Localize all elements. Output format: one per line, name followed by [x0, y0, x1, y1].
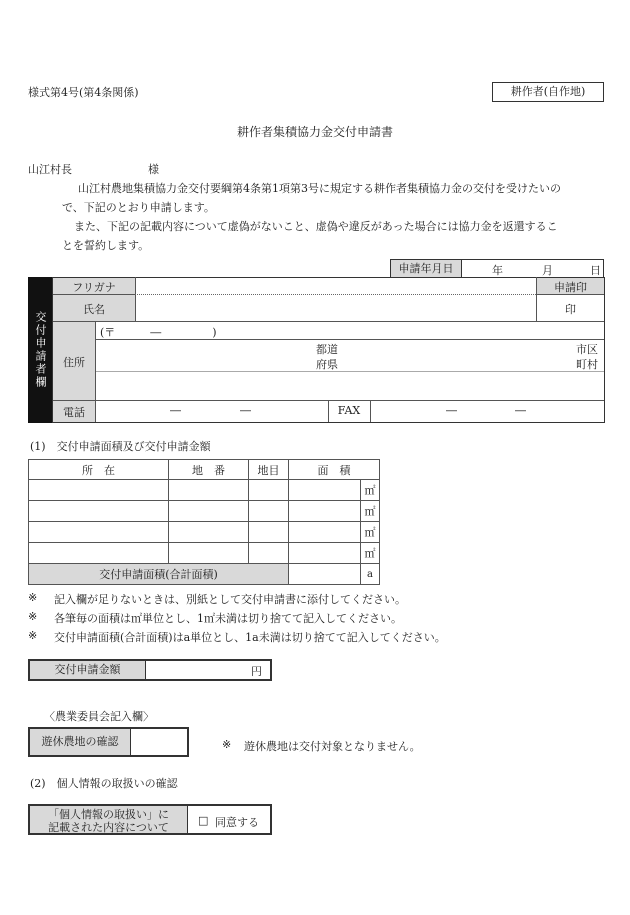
note-1-mark: ※ [28, 591, 38, 604]
note-3-mark: ※ [28, 629, 38, 642]
table-row [29, 522, 380, 543]
area-cell[interactable] [289, 522, 361, 543]
area-cell[interactable] [289, 543, 361, 564]
phone-label: 電話 [63, 406, 85, 419]
paragraph-2-line-1: また、下記の記載内容について虚偽がないこと、虚偽や違反があった場合には協力金を返還するこ [74, 220, 558, 233]
addressee-honorific: 様 [148, 163, 159, 176]
location-cell[interactable] [29, 543, 169, 564]
column-header-location: 所 在 [29, 460, 169, 480]
table-header-row [29, 460, 380, 480]
location-cell[interactable] [29, 480, 169, 501]
date-field[interactable] [461, 259, 604, 278]
applicant-side-label: 交付申請者欄 [28, 277, 52, 423]
unit-are: a [361, 564, 380, 585]
committee-note: 遊休農地は交付対象となりません。 [244, 740, 421, 753]
unit-sqm: ㎡ [361, 480, 380, 501]
fax-dash-2: ― [515, 404, 526, 417]
agree-checkbox[interactable]: □ [198, 814, 209, 827]
total-area-label: 交付申請面積(合計面積) [29, 564, 289, 585]
form-number: 様式第4号(第4条関係) [28, 86, 139, 99]
land-category-cell[interactable] [249, 522, 289, 543]
seal-header: 申請印 [554, 281, 587, 294]
city-label-2: 町村 [576, 358, 598, 371]
lot-number-cell[interactable] [169, 480, 249, 501]
privacy-label-line-2: 記載された内容について [48, 821, 169, 834]
table-row [29, 501, 380, 522]
address-input-line-2[interactable] [97, 373, 602, 399]
lot-number-cell[interactable] [169, 501, 249, 522]
phone-dash-1: ― [170, 404, 181, 417]
land-category-cell[interactable] [249, 480, 289, 501]
agree-label: 同意する [215, 816, 259, 829]
idle-farmland-check-input[interactable] [130, 727, 189, 757]
note-1: 記入欄が足りないときは、別紙として交付申請書に添付してください。 [54, 593, 406, 606]
page-title: 耕作者集積協力金交付申請書 [236, 125, 393, 139]
month-label: 月 [542, 264, 553, 277]
city-label-1: 市区 [576, 343, 598, 356]
amount-label: 交付申請金額 [28, 659, 146, 681]
column-header-area: 面 積 [289, 460, 380, 480]
location-cell[interactable] [29, 501, 169, 522]
fax-dash-1: ― [446, 404, 457, 417]
unit-sqm: ㎡ [361, 543, 380, 564]
address-input[interactable] [97, 341, 602, 371]
column-header-lot-number: 地 番 [169, 460, 249, 480]
year-label: 年 [492, 264, 503, 277]
total-area-cell[interactable] [289, 564, 361, 585]
privacy-consent-cell [187, 804, 272, 835]
phone-dash-2: ― [240, 404, 251, 417]
address-label: 住所 [63, 356, 85, 369]
section-1-heading: (1) 交付申請面積及び交付申請金額 [30, 440, 211, 453]
location-cell[interactable] [29, 522, 169, 543]
type-badge: 耕作者(自作地) [492, 82, 604, 102]
amount-unit: 円 [251, 665, 262, 678]
furigana-label: フリガナ [72, 281, 116, 294]
postal-code-field[interactable]: (〒 ― ) [100, 326, 217, 339]
unit-sqm: ㎡ [361, 501, 380, 522]
column-header-land-category: 地目 [249, 460, 289, 480]
lot-number-cell[interactable] [169, 522, 249, 543]
addressee-name: 山江村長 [28, 163, 72, 176]
paragraph-1-line-2: で、下記のとおり申請します。 [62, 201, 215, 214]
amount-input[interactable] [145, 659, 272, 681]
furigana-input[interactable] [137, 278, 535, 294]
table-row [29, 543, 380, 564]
land-table [28, 459, 380, 585]
lot-number-cell[interactable] [169, 543, 249, 564]
prefecture-label-2: 府県 [316, 358, 338, 371]
area-cell[interactable] [289, 501, 361, 522]
fax-label: FAX [337, 404, 361, 417]
phone-input[interactable] [97, 402, 327, 421]
committee-heading: 〈農業委員会記入欄〉 [44, 710, 154, 723]
note-3: 交付申請面積(合計面積)はa単位とし、1a未満は切り捨てて記入してください。 [54, 631, 446, 644]
privacy-label [28, 804, 188, 835]
paragraph-1-line-1: 山江村農地集積協力金交付要綱第4条第1項第3号に規定する耕作者集積協力金の交付を受けたいの [78, 182, 561, 195]
total-row [29, 564, 380, 585]
privacy-label-line-1: 「個人情報の取扱い」に [48, 808, 169, 821]
seal-mark[interactable]: 印 [565, 303, 576, 316]
note-2: 各筆毎の面積は㎡単位とし、1㎡未満は切り捨てて記入してください。 [54, 612, 402, 625]
paragraph-2-line-2: とを誓約します。 [62, 239, 150, 252]
land-category-cell[interactable] [249, 543, 289, 564]
name-label: 氏名 [83, 303, 105, 316]
note-2-mark: ※ [28, 610, 38, 623]
committee-note-mark: ※ [222, 738, 232, 751]
land-category-cell[interactable] [249, 501, 289, 522]
prefecture-label-1: 都道 [316, 343, 338, 356]
area-cell[interactable] [289, 480, 361, 501]
section-2-heading: (2) 個人情報の取扱いの確認 [30, 777, 178, 790]
idle-farmland-check-label: 遊休農地の確認 [28, 727, 131, 757]
name-input[interactable] [137, 296, 535, 320]
table-row [29, 480, 380, 501]
unit-sqm: ㎡ [361, 522, 380, 543]
fax-input[interactable] [372, 402, 602, 421]
date-label: 申請年月日 [390, 259, 462, 278]
day-label: 日 [590, 264, 601, 277]
